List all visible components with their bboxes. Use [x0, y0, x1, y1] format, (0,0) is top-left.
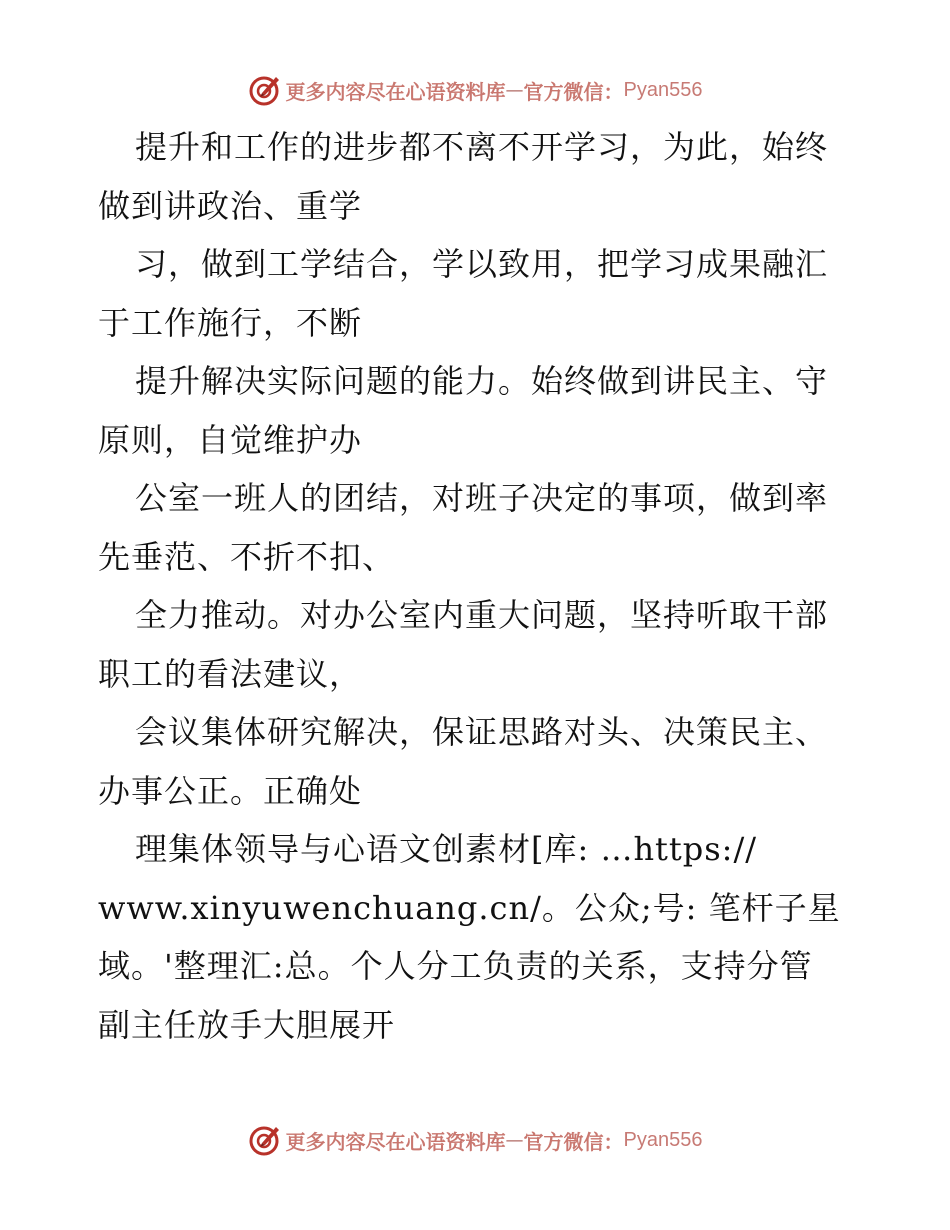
- text-line: 职工的看法建议，: [98, 654, 363, 693]
- text-line: 原则，自觉维护办: [98, 420, 363, 459]
- text-line: 办事公正。正确处: [98, 771, 363, 810]
- text-line: 公室一班人的团结，对班子决定的事项，做到率: [135, 479, 829, 517]
- text-line: 会议集体研究解决，保证思路对头、决策民主、: [135, 713, 829, 751]
- footer-wechat-id: Pyan556: [623, 1128, 703, 1151]
- header-brand-text: 更多内容尽在心语资料库: [285, 79, 506, 104]
- header-wechat-id: Pyan556: [623, 78, 703, 101]
- text-line: 域。'整理汇:总。个人分工负责的关系，支持分管: [98, 947, 813, 985]
- text-line: 全力推动。对办公室内重大问题，坚持听取干部: [135, 596, 829, 634]
- text-line: 习，做到工学结合，学以致用，把学习成果融汇: [135, 245, 829, 283]
- text-line: 于工作施行，不断: [98, 303, 363, 342]
- footer-wechat-label: 官方微信：: [523, 1129, 624, 1154]
- footer-banner: [0, 1120, 950, 1160]
- brand-logo-icon: [248, 1123, 282, 1157]
- text-line: 提升解决实际问题的能力。始终做到讲民主、守: [135, 362, 829, 400]
- header-banner: [0, 70, 950, 110]
- text-line: 提升和工作的进步都不离不开学习，为此，始终: [135, 128, 829, 166]
- text-line: www.xinyuwenchuang.cn/。公众;号: 笔杆子星: [98, 888, 841, 927]
- footer-brand-text: 更多内容尽在心语资料库: [285, 1129, 506, 1154]
- text-line: 理集体领导与心语文创素材[库: …https://: [135, 830, 758, 868]
- header-wechat-label: 官方微信：: [523, 79, 624, 104]
- header-separator: —: [505, 79, 524, 101]
- text-line: 先垂范、不折不扣、: [98, 537, 396, 576]
- document-body: [98, 118, 858, 1054]
- text-line: 副主任放手大胆展开: [98, 1005, 396, 1044]
- text-line: 做到讲政治、重学: [98, 186, 363, 225]
- footer-separator: —: [505, 1129, 524, 1151]
- brand-logo-icon: [248, 73, 282, 107]
